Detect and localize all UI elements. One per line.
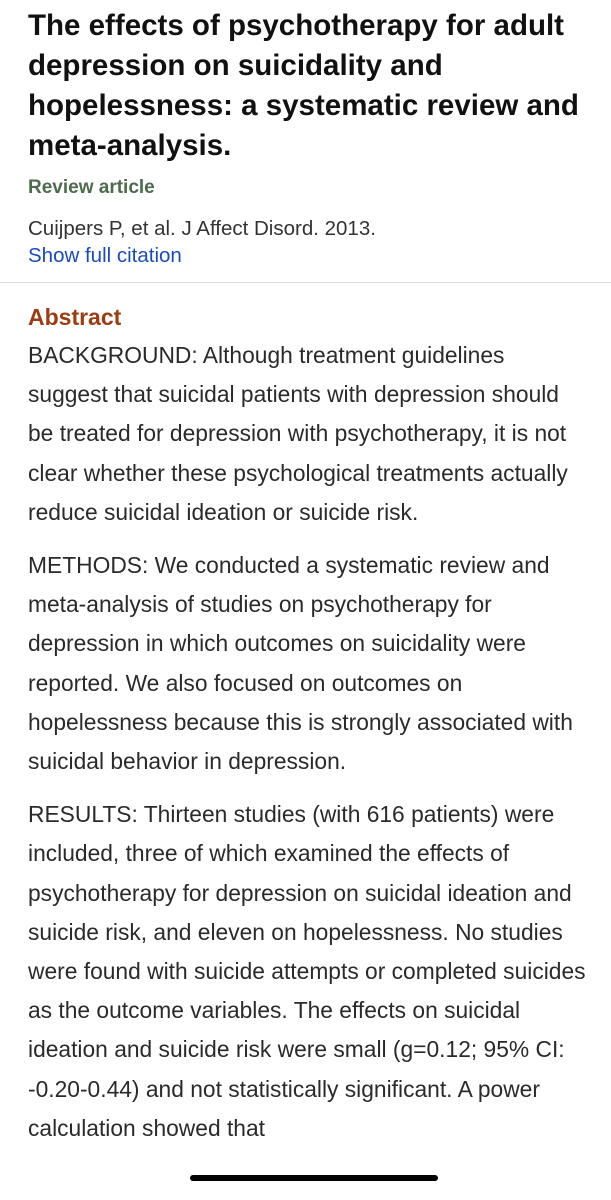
abstract-background-paragraph: BACKGROUND: Although treatment guidelines suggest that suicidal patients with depression should be treated for depression with psychotherapy, it is not clear whether these psychological treatments actually reduce suicidal ideation or suicide risk. (28, 342, 568, 525)
show-full-citation-link[interactable]: Show full citation (28, 244, 182, 267)
abstract-methods-paragraph: METHODS: We conducted a systematic review and meta-analysis of studies on psychotherapy for depression in which outcomes on suicidality were reported. We also focused on outcomes on hopelessness because this is strongly associated with suicidal behavior in depression. (28, 552, 573, 775)
handdrawn-underline-annotation (190, 1175, 438, 1181)
abstract-body (28, 336, 588, 1162)
section-divider (0, 282, 611, 283)
abstract-heading: Abstract (28, 304, 122, 330)
article-title: The effects of psychotherapy for adult depression on suicidality and hopelessness: a systematic review and meta-analysis. (28, 9, 579, 162)
article-type-label: Review article (28, 177, 155, 198)
citation-summary: Cuijpers P, et al. J Affect Disord. 2013. (28, 217, 376, 240)
abstract-results-paragraph: RESULTS: Thirteen studies (with 616 patients) were included, three of which examined the effects of psychotherapy for depression on suicidal ideation and suicide risk, and eleven on hopelessness. No studies were found with suicide attempts or completed suicides as the outcome variables. The effects on suicidal ideation and suicide risk were small (g=0.12; 95% CI: -0.20-0.44) and not statistically significant. A power calculation showed that (28, 801, 586, 1141)
